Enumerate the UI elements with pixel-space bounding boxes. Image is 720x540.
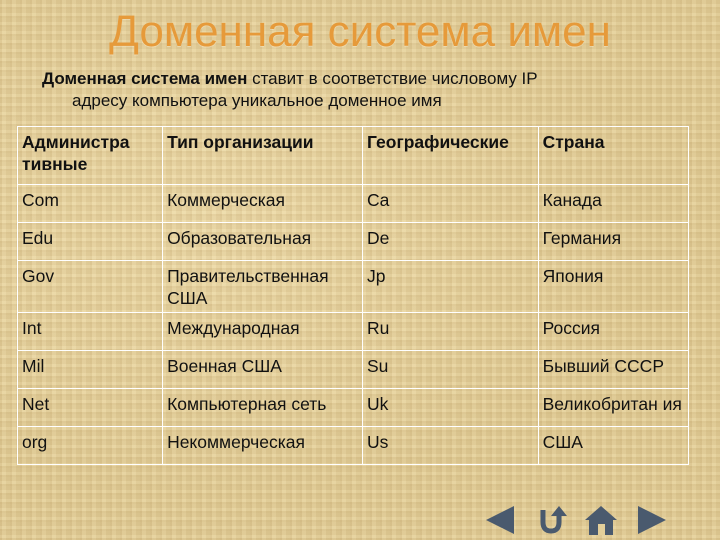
admin-domain-cell: Int (18, 313, 163, 351)
geo-domain-cell: Su (363, 351, 539, 389)
intro-definition: ставит в соответствие числовому IP (247, 69, 538, 88)
slide-navigation (484, 500, 720, 540)
org-type-cell: Образовательная (163, 223, 363, 261)
country-cell: Бывший СССР (538, 351, 688, 389)
table-row (18, 427, 689, 465)
admin-domain-cell: Com (18, 185, 163, 223)
geo-domain-cell: Ru (363, 313, 539, 351)
admin-domain-cell: org (18, 427, 163, 465)
header-geographic: Географические (363, 127, 539, 185)
header-country: Страна (538, 127, 688, 185)
country-cell: Германия (538, 223, 688, 261)
admin-domain-cell: Gov (18, 261, 163, 313)
home-icon[interactable] (584, 504, 618, 536)
intro-term: Доменная система имен (42, 69, 248, 88)
org-type-cell: Некоммерческая (163, 427, 363, 465)
intro-text (42, 68, 692, 112)
country-cell: США (538, 427, 688, 465)
geo-domain-cell: Ca (363, 185, 539, 223)
table-row (18, 351, 689, 389)
admin-domain-cell: Mil (18, 351, 163, 389)
domain-table (17, 126, 689, 465)
country-cell: Япония (538, 261, 688, 313)
header-administrative: Администра тивные (18, 127, 163, 185)
prev-arrow-icon[interactable] (484, 504, 518, 536)
country-cell: Канада (538, 185, 688, 223)
next-arrow-icon[interactable] (634, 504, 668, 536)
table-row (18, 313, 689, 351)
geo-domain-cell: Uk (363, 389, 539, 427)
org-type-cell: Компьютерная сеть (163, 389, 363, 427)
org-type-cell: Военная США (163, 351, 363, 389)
table-row (18, 389, 689, 427)
slide-title: Доменная система имен (109, 7, 611, 56)
org-type-cell: Международная (163, 313, 363, 351)
country-cell: Россия (538, 313, 688, 351)
org-type-cell: Коммерческая (163, 185, 363, 223)
country-cell: Великобритан ия (538, 389, 688, 427)
header-org-type: Тип организации (163, 127, 363, 185)
geo-domain-cell: De (363, 223, 539, 261)
admin-domain-cell: Edu (18, 223, 163, 261)
table-row (18, 261, 689, 313)
geo-domain-cell: Jp (363, 261, 539, 313)
intro-line-2: адресу компьютера уникальное доменное имя (72, 91, 442, 110)
admin-domain-cell: Net (18, 389, 163, 427)
table-row (18, 185, 689, 223)
org-type-cell: Правительственная США (163, 261, 363, 313)
table-header-row (18, 127, 689, 185)
table-row (18, 223, 689, 261)
geo-domain-cell: Us (363, 427, 539, 465)
return-icon[interactable] (534, 504, 568, 536)
